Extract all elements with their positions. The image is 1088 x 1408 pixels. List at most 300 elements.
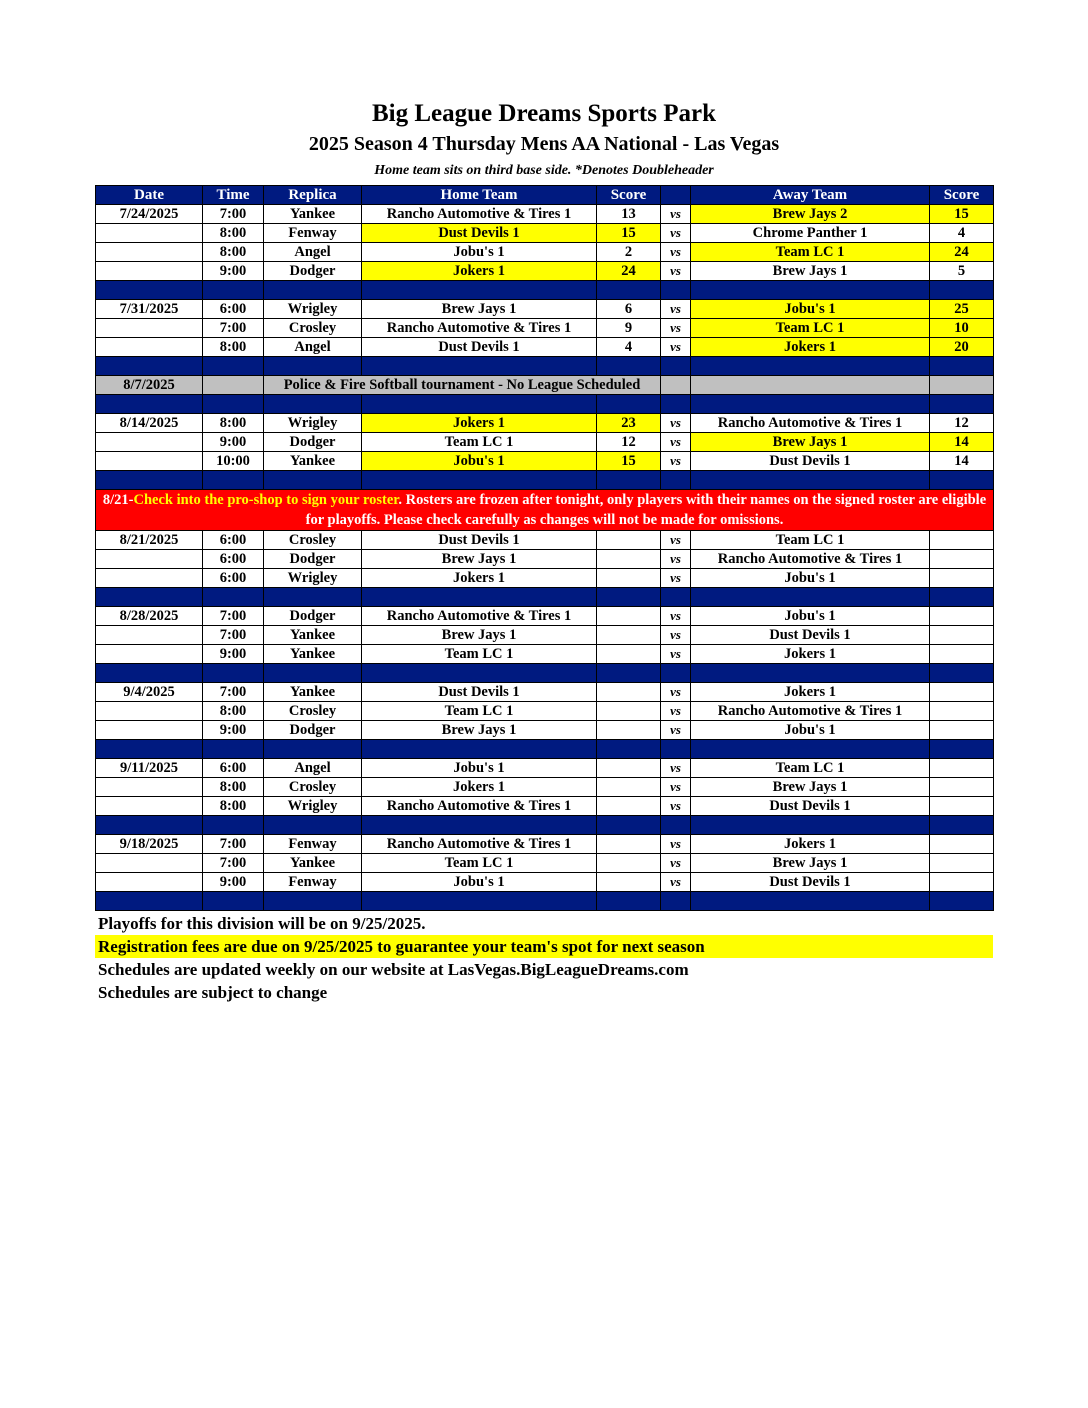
separator-row — [96, 281, 994, 300]
separator-cell — [661, 892, 691, 911]
vs-cell: vs — [661, 873, 691, 892]
away-score-cell — [930, 854, 994, 873]
game-row — [96, 721, 994, 740]
home-score-cell — [597, 550, 661, 569]
time-cell: 6:00 — [203, 531, 264, 550]
date-cell: 8/28/2025 — [96, 607, 203, 626]
game-row — [96, 224, 994, 243]
schedule-note: Home team sits on third base side. *Denotes Doubleheader — [374, 163, 714, 178]
separator-cell — [264, 664, 362, 683]
date-cell — [96, 262, 203, 281]
separator-cell — [661, 588, 691, 607]
home-score-cell: 15 — [597, 452, 661, 471]
date-cell: 8/14/2025 — [96, 414, 203, 433]
date-cell: 7/31/2025 — [96, 300, 203, 319]
vs-cell: vs — [661, 607, 691, 626]
away-score-cell: 10 — [930, 319, 994, 338]
date-cell — [96, 702, 203, 721]
separator-cell — [362, 892, 597, 911]
home-team-cell: Jokers 1 — [362, 778, 597, 797]
col-header-away-score: Score — [930, 186, 994, 205]
game-row — [96, 300, 994, 319]
home-score-cell: 15 — [597, 224, 661, 243]
separator-cell — [930, 892, 994, 911]
separator-cell — [930, 588, 994, 607]
away-team-cell: Jokers 1 — [691, 835, 930, 854]
separator-cell — [203, 471, 264, 490]
time-cell — [203, 376, 264, 395]
vs-cell: vs — [661, 645, 691, 664]
date-cell: 9/11/2025 — [96, 759, 203, 778]
away-team-cell: Jobu's 1 — [691, 607, 930, 626]
separator-row — [96, 892, 994, 911]
vs-cell: vs — [661, 778, 691, 797]
game-row — [96, 550, 994, 569]
vs-cell: vs — [661, 300, 691, 319]
replica-cell: Wrigley — [264, 414, 362, 433]
vs-cell: vs — [661, 835, 691, 854]
home-team-cell: Dust Devils 1 — [362, 683, 597, 702]
home-team-cell: Jobu's 1 — [362, 759, 597, 778]
separator-cell — [362, 816, 597, 835]
separator-cell — [661, 357, 691, 376]
away-team-cell: Dust Devils 1 — [691, 452, 930, 471]
footer-notes — [95, 912, 993, 1004]
away-team-cell: Team LC 1 — [691, 531, 930, 550]
replica-cell: Dodger — [264, 607, 362, 626]
separator-cell — [597, 395, 661, 414]
away-team-cell: Jokers 1 — [691, 645, 930, 664]
separator-cell — [96, 664, 203, 683]
replica-cell: Crosley — [264, 702, 362, 721]
separator-cell — [930, 816, 994, 835]
away-team-cell: Team LC 1 — [691, 759, 930, 778]
home-score-cell: 23 — [597, 414, 661, 433]
vs-cell: vs — [661, 550, 691, 569]
away-score-cell — [930, 702, 994, 721]
away-score-cell — [930, 721, 994, 740]
away-team-cell: Jobu's 1 — [691, 569, 930, 588]
time-cell: 8:00 — [203, 778, 264, 797]
replica-cell: Wrigley — [264, 300, 362, 319]
away-team-cell: Dust Devils 1 — [691, 797, 930, 816]
away-score-cell — [930, 607, 994, 626]
away-score-cell: 20 — [930, 338, 994, 357]
separator-row — [96, 816, 994, 835]
home-team-cell: Jobu's 1 — [362, 873, 597, 892]
date-cell — [96, 224, 203, 243]
home-team-cell: Dust Devils 1 — [362, 224, 597, 243]
separator-cell — [597, 664, 661, 683]
vs-cell: vs — [661, 262, 691, 281]
away-score-cell: 12 — [930, 414, 994, 433]
game-row — [96, 569, 994, 588]
time-cell: 10:00 — [203, 452, 264, 471]
away-score-cell — [930, 759, 994, 778]
away-team-cell: Rancho Automotive & Tires 1 — [691, 702, 930, 721]
game-row — [96, 205, 994, 224]
home-team-cell: Rancho Automotive & Tires 1 — [362, 797, 597, 816]
away-score-cell: 14 — [930, 452, 994, 471]
away-score-cell: 24 — [930, 243, 994, 262]
separator-cell — [597, 471, 661, 490]
separator-row — [96, 471, 994, 490]
col-header-date: Date — [96, 186, 203, 205]
date-cell — [96, 626, 203, 645]
separator-row — [96, 664, 994, 683]
separator-cell — [691, 357, 930, 376]
replica-cell: Crosley — [264, 778, 362, 797]
separator-cell — [264, 816, 362, 835]
home-score-cell: 6 — [597, 300, 661, 319]
separator-cell — [597, 281, 661, 300]
away-team-cell: Jobu's 1 — [691, 300, 930, 319]
replica-cell: Yankee — [264, 854, 362, 873]
separator-cell — [362, 588, 597, 607]
vs-cell: vs — [661, 433, 691, 452]
time-cell: 7:00 — [203, 683, 264, 702]
vs-cell: vs — [661, 626, 691, 645]
away-score-cell: 4 — [930, 224, 994, 243]
replica-cell: Dodger — [264, 433, 362, 452]
vs-cell: vs — [661, 338, 691, 357]
separator-cell — [264, 281, 362, 300]
replica-cell: Wrigley — [264, 569, 362, 588]
away-team-cell: Brew Jays 1 — [691, 778, 930, 797]
away-score-cell — [930, 683, 994, 702]
time-cell: 8:00 — [203, 414, 264, 433]
vs-cell: vs — [661, 569, 691, 588]
separator-cell — [930, 281, 994, 300]
time-cell: 6:00 — [203, 550, 264, 569]
notice-row — [96, 376, 994, 395]
time-cell: 8:00 — [203, 338, 264, 357]
separator-row — [96, 357, 994, 376]
away-score-cell — [930, 569, 994, 588]
separator-cell — [661, 816, 691, 835]
roster-alert — [96, 490, 994, 531]
home-team-cell: Rancho Automotive & Tires 1 — [362, 607, 597, 626]
separator-cell — [264, 892, 362, 911]
away-team-cell: Dust Devils 1 — [691, 873, 930, 892]
replica-cell: Angel — [264, 338, 362, 357]
away-score-cell — [930, 550, 994, 569]
time-cell: 6:00 — [203, 300, 264, 319]
replica-cell: Yankee — [264, 205, 362, 224]
time-cell: 9:00 — [203, 873, 264, 892]
replica-cell: Fenway — [264, 224, 362, 243]
home-team-cell: Dust Devils 1 — [362, 531, 597, 550]
vs-cell: vs — [661, 531, 691, 550]
col-header-home-score: Score — [597, 186, 661, 205]
time-cell: 7:00 — [203, 626, 264, 645]
date-cell: 8/7/2025 — [96, 376, 203, 395]
home-team-cell: Jobu's 1 — [362, 452, 597, 471]
date-cell — [96, 550, 203, 569]
date-cell: 9/18/2025 — [96, 835, 203, 854]
separator-cell — [597, 892, 661, 911]
home-score-cell — [597, 607, 661, 626]
vs-cell: vs — [661, 721, 691, 740]
date-cell — [96, 319, 203, 338]
replica-cell: Dodger — [264, 550, 362, 569]
replica-cell: Yankee — [264, 626, 362, 645]
home-score-cell — [597, 854, 661, 873]
away-score-cell — [930, 873, 994, 892]
away-team-cell: Jobu's 1 — [691, 721, 930, 740]
alert-text: . Rosters are frozen after tonight, only players with their names on the signed roster are eligible for playoffs. Please check carefully as changes will not be made for omissions. — [305, 492, 987, 528]
away-team-cell: Brew Jays 1 — [691, 854, 930, 873]
away-team-cell: Rancho Automotive & Tires 1 — [691, 550, 930, 569]
away-team-cell: Rancho Automotive & Tires 1 — [691, 414, 930, 433]
separator-cell — [691, 281, 930, 300]
game-row — [96, 683, 994, 702]
vs-cell: vs — [661, 243, 691, 262]
away-team-cell: Team LC 1 — [691, 243, 930, 262]
away-team-cell: Jokers 1 — [691, 338, 930, 357]
game-row — [96, 645, 994, 664]
page-subtitle: 2025 Season 4 Thursday Mens AA National - Las Vegas — [308, 133, 780, 155]
away-team-cell: Brew Jays 1 — [691, 433, 930, 452]
time-cell: 9:00 — [203, 433, 264, 452]
home-score-cell — [597, 569, 661, 588]
separator-cell — [661, 395, 691, 414]
away-score-cell — [930, 645, 994, 664]
page-title: Big League Dreams Sports Park — [372, 100, 716, 127]
separator-cell — [691, 588, 930, 607]
home-score-cell — [597, 759, 661, 778]
separator-cell — [362, 395, 597, 414]
game-row — [96, 243, 994, 262]
home-team-cell: Brew Jays 1 — [362, 300, 597, 319]
away-team-cell: Brew Jays 2 — [691, 205, 930, 224]
date-cell — [96, 569, 203, 588]
separator-cell — [661, 281, 691, 300]
replica-cell: Crosley — [264, 531, 362, 550]
away-team-cell: Team LC 1 — [691, 319, 930, 338]
replica-cell: Crosley — [264, 319, 362, 338]
home-score-cell — [597, 645, 661, 664]
home-team-cell: Dust Devils 1 — [362, 338, 597, 357]
home-team-cell: Team LC 1 — [362, 433, 597, 452]
schedule-body — [96, 205, 994, 911]
col-header-time: Time — [203, 186, 264, 205]
game-row — [96, 873, 994, 892]
away-score-cell: 14 — [930, 433, 994, 452]
home-team-cell: Rancho Automotive & Tires 1 — [362, 205, 597, 224]
game-row — [96, 778, 994, 797]
home-team-cell: Brew Jays 1 — [362, 721, 597, 740]
empty-cell — [930, 376, 994, 395]
separator-cell — [203, 740, 264, 759]
replica-cell: Yankee — [264, 645, 362, 664]
away-score-cell: 5 — [930, 262, 994, 281]
home-score-cell: 9 — [597, 319, 661, 338]
separator-cell — [96, 471, 203, 490]
date-cell: 9/4/2025 — [96, 683, 203, 702]
separator-cell — [264, 740, 362, 759]
home-team-cell: Jokers 1 — [362, 262, 597, 281]
time-cell: 7:00 — [203, 854, 264, 873]
separator-cell — [691, 395, 930, 414]
home-score-cell — [597, 702, 661, 721]
away-score-cell — [930, 797, 994, 816]
away-score-cell: 15 — [930, 205, 994, 224]
notice-text: Police & Fire Softball tournament - No League Scheduled — [264, 376, 661, 395]
separator-cell — [691, 471, 930, 490]
replica-cell: Dodger — [264, 721, 362, 740]
home-score-cell: 24 — [597, 262, 661, 281]
home-score-cell: 12 — [597, 433, 661, 452]
game-row — [96, 835, 994, 854]
home-score-cell — [597, 835, 661, 854]
website-note: Schedules are updated weekly on our website at LasVegas.BigLeagueDreams.com — [98, 960, 689, 979]
col-header-vs — [661, 186, 691, 205]
separator-cell — [362, 357, 597, 376]
home-score-cell: 13 — [597, 205, 661, 224]
game-row — [96, 626, 994, 645]
separator-cell — [362, 281, 597, 300]
home-team-cell: Brew Jays 1 — [362, 626, 597, 645]
replica-cell: Angel — [264, 243, 362, 262]
replica-cell: Yankee — [264, 683, 362, 702]
game-row — [96, 797, 994, 816]
empty-cell — [661, 376, 691, 395]
separator-cell — [96, 740, 203, 759]
home-score-cell — [597, 873, 661, 892]
home-team-cell: Jokers 1 — [362, 414, 597, 433]
col-header-home-team: Home Team — [362, 186, 597, 205]
separator-cell — [362, 740, 597, 759]
separator-cell — [930, 395, 994, 414]
vs-cell: vs — [661, 224, 691, 243]
date-cell — [96, 778, 203, 797]
separator-row — [96, 588, 994, 607]
separator-cell — [930, 664, 994, 683]
separator-row — [96, 395, 994, 414]
replica-cell: Fenway — [264, 873, 362, 892]
home-score-cell — [597, 626, 661, 645]
time-cell: 8:00 — [203, 702, 264, 721]
schedule-table — [95, 185, 994, 911]
vs-cell: vs — [661, 452, 691, 471]
game-row — [96, 433, 994, 452]
home-score-cell — [597, 778, 661, 797]
registration-note: Registration fees are due on 9/25/2025 to guarantee your team's spot for next season — [95, 935, 993, 958]
separator-cell — [203, 357, 264, 376]
empty-cell — [691, 376, 930, 395]
vs-cell: vs — [661, 683, 691, 702]
separator-cell — [264, 471, 362, 490]
date-cell — [96, 452, 203, 471]
separator-cell — [96, 395, 203, 414]
time-cell: 8:00 — [203, 224, 264, 243]
game-row — [96, 262, 994, 281]
game-row — [96, 607, 994, 626]
time-cell: 6:00 — [203, 759, 264, 778]
separator-cell — [661, 471, 691, 490]
date-cell: 7/24/2025 — [96, 205, 203, 224]
separator-cell — [930, 471, 994, 490]
separator-cell — [264, 588, 362, 607]
away-score-cell — [930, 626, 994, 645]
time-cell: 9:00 — [203, 721, 264, 740]
time-cell: 8:00 — [203, 797, 264, 816]
separator-cell — [203, 892, 264, 911]
game-row — [96, 854, 994, 873]
home-team-cell: Team LC 1 — [362, 702, 597, 721]
separator-cell — [691, 892, 930, 911]
game-row — [96, 702, 994, 721]
time-cell: 8:00 — [203, 243, 264, 262]
separator-cell — [661, 664, 691, 683]
date-cell — [96, 854, 203, 873]
vs-cell: vs — [661, 205, 691, 224]
home-team-cell: Jobu's 1 — [362, 243, 597, 262]
away-team-cell: Brew Jays 1 — [691, 262, 930, 281]
date-cell — [96, 338, 203, 357]
separator-cell — [930, 740, 994, 759]
separator-cell — [362, 471, 597, 490]
separator-cell — [597, 740, 661, 759]
date-cell — [96, 243, 203, 262]
game-row — [96, 338, 994, 357]
separator-cell — [264, 357, 362, 376]
away-score-cell — [930, 835, 994, 854]
date-cell — [96, 433, 203, 452]
col-header-away-team: Away Team — [691, 186, 930, 205]
separator-cell — [96, 588, 203, 607]
vs-cell: vs — [661, 319, 691, 338]
game-row — [96, 759, 994, 778]
separator-cell — [661, 740, 691, 759]
away-team-cell: Chrome Panther 1 — [691, 224, 930, 243]
separator-cell — [96, 816, 203, 835]
time-cell: 6:00 — [203, 569, 264, 588]
away-score-cell — [930, 778, 994, 797]
date-cell — [96, 721, 203, 740]
separator-cell — [691, 816, 930, 835]
date-cell — [96, 645, 203, 664]
home-score-cell: 2 — [597, 243, 661, 262]
separator-cell — [203, 395, 264, 414]
alert-prefix: 8/21- — [102, 492, 134, 508]
away-score-cell: 25 — [930, 300, 994, 319]
separator-cell — [203, 816, 264, 835]
date-cell — [96, 797, 203, 816]
date-cell — [96, 873, 203, 892]
replica-cell: Angel — [264, 759, 362, 778]
playoffs-note: Playoffs for this division will be on 9/25/2025. — [98, 914, 426, 933]
separator-cell — [597, 588, 661, 607]
separator-cell — [203, 588, 264, 607]
separator-cell — [930, 357, 994, 376]
time-cell: 9:00 — [203, 645, 264, 664]
home-team-cell: Rancho Automotive & Tires 1 — [362, 835, 597, 854]
home-team-cell: Jokers 1 — [362, 569, 597, 588]
time-cell: 7:00 — [203, 205, 264, 224]
separator-cell — [691, 740, 930, 759]
vs-cell: vs — [661, 854, 691, 873]
replica-cell: Fenway — [264, 835, 362, 854]
home-score-cell: 4 — [597, 338, 661, 357]
subject-to-change-note: Schedules are subject to change — [98, 983, 328, 1002]
separator-cell — [203, 281, 264, 300]
vs-cell: vs — [661, 414, 691, 433]
home-score-cell — [597, 721, 661, 740]
home-score-cell — [597, 531, 661, 550]
vs-cell: vs — [661, 797, 691, 816]
